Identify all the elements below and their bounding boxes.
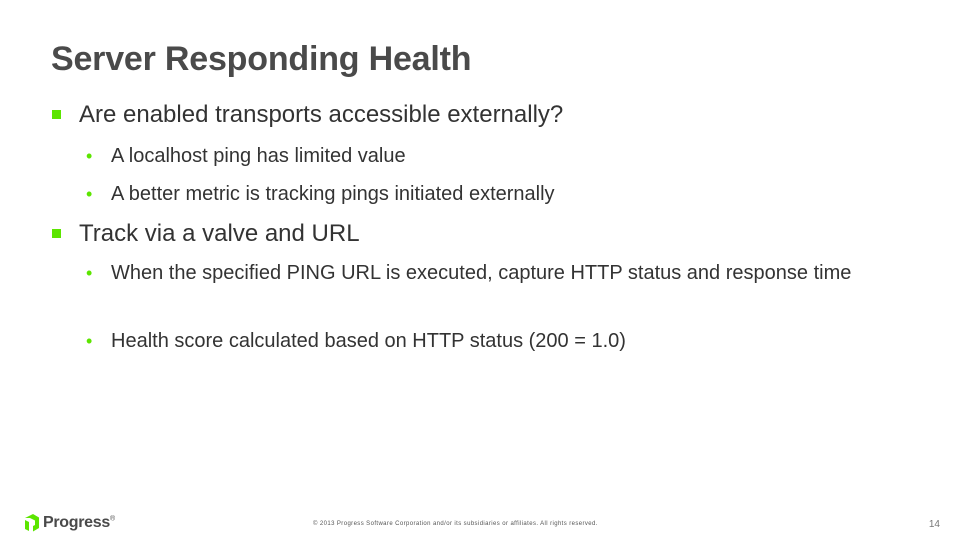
logo-wordmark: Progress® <box>43 514 115 531</box>
dot-bullet-icon: • <box>86 146 93 166</box>
copyright-notice: © 2013 Progress Software Corporation and/or its subsidiaries or affiliates. All rights reserved. <box>313 521 598 527</box>
square-bullet-icon <box>52 110 61 119</box>
bullet-1-text: Are enabled transports accessible externally? <box>79 101 564 128</box>
bullet-2-sub-2-text: Health score calculated based on HTTP status (200 = 1.0) <box>111 330 626 352</box>
dot-bullet-icon: • <box>86 331 93 351</box>
bullet-2-sub-1-text: When the specified PING URL is executed, capture HTTP status and response time <box>111 262 852 284</box>
slide-title: Server Responding Health <box>51 40 472 78</box>
square-bullet-icon <box>52 229 61 238</box>
progress-logo <box>24 514 115 532</box>
page-number: 14 <box>928 519 940 530</box>
bullet-1-sub-1-text: A localhost ping has limited value <box>111 145 406 167</box>
dot-bullet-icon: • <box>86 184 93 204</box>
bullet-2-text: Track via a valve and URL <box>79 220 360 247</box>
registered-mark: ® <box>109 515 115 523</box>
progress-logo-icon <box>24 514 40 532</box>
dot-bullet-icon: • <box>86 263 93 283</box>
bullet-1-sub-2-text: A better metric is tracking pings initiated externally <box>111 183 555 205</box>
